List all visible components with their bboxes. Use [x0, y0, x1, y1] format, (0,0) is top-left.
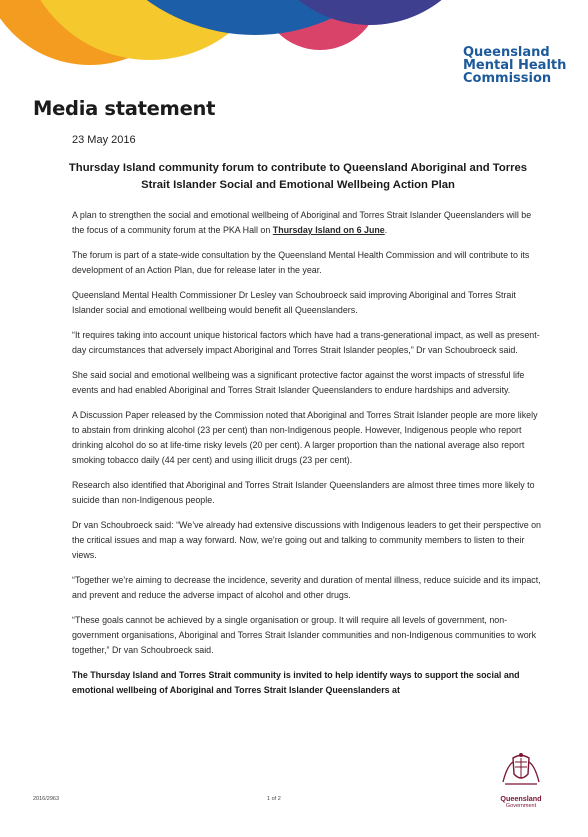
paragraph-3: Queensland Mental Health Commissioner Dr Lesley van Schoubroeck said improving Aboriginal and Torres Strait Islander social and emotional wellbeing would benefit all Queenslanders.: [72, 290, 516, 315]
statement-date: 23 May 2016: [72, 134, 136, 146]
coat-of-arms-icon: [499, 752, 543, 788]
logo-line-3: Commission: [463, 71, 552, 86]
paragraph-2: The forum is part of a state-wide consultation by the Queensland Mental Health Commission and will contribute to its development of an Action Plan, due for release later in the year.: [72, 250, 530, 275]
paragraph-5: She said social and emotional wellbeing was a significant protective factor against the worst impacts of stressful life events and had enabled Aboriginal and Torres Strait Islander Queenslanders to endure hardships and adversity.: [72, 370, 525, 395]
paragraph-4: “It requires taking into account unique historical factors which have had a trans-generational impact, as well as present-day circumstances that adversely impact Aboriginal and Torres Strait Islander peoples,” Dr van Schoubroeck said.: [72, 330, 540, 355]
logo-line-2: Mental Health: [463, 58, 567, 73]
paragraph-11: The Thursday Island and Torres Strait community is invited to help identify ways to support the social and emotional wellbeing of Aboriginal and Torres Strait Islander Queenslanders at: [72, 670, 520, 695]
event-date-emphasis: Thursday Island on 6 June: [272, 225, 385, 235]
paragraph-6: A Discussion Paper released by the Commission noted that Aboriginal and Torres Strait Islander people are more likely to abstain from drinking alcohol (23 per cent) than non-Indigenous people. However, Indigenous people who report drinking alcohol do so at life-time risky levels (20 per cent). A larger proportion than the national average also report smoking tobacco daily (44 per cent) and using illicit drugs (23 per cent).: [72, 410, 538, 465]
statement-title: Thursday Island community forum to contribute to Queensland Aboriginal and Torres Strait Islander Social and Emotional Wellbeing Action Plan: [68, 162, 528, 191]
paragraph-9: “Together we’re aiming to decrease the incidence, severity and duration of mental illness, reduce suicide and its impact, and prevent and reduce the adverse impact of alcohol and other drugs.: [72, 575, 541, 600]
page-number: 1 of 2: [267, 796, 281, 802]
paragraph-8: Dr van Schoubroeck said: “We’ve already had extensive discussions with Indigenous leaders to get their perspective on the critical issues and map a way forward. Now, we’re going out and talking to community members to listen to their views.: [72, 520, 541, 560]
logo-line-1: Queensland: [463, 45, 550, 60]
document-reference: 2016/2963: [33, 796, 59, 802]
paragraph-10: “These goals cannot be achieved by a single organisation or group. It will require all levels of government, non-government organisations, Aboriginal and Torres Strait Islander communities and non-Indigenous communities to work together,” Dr van Schoubroeck said.: [72, 615, 537, 655]
page-heading: Media statement: [33, 97, 216, 120]
gov-line-1: Queensland: [500, 794, 542, 803]
commission-logo: [463, 46, 566, 85]
statement-body: [72, 208, 542, 708]
paragraph-7: Research also identified that Aboriginal and Torres Strait Islander Queenslanders are almost three times more likely to suicide than non-Indigenous people.: [72, 480, 535, 505]
paragraph-1: [72, 208, 542, 238]
p1-text-before: A plan to strengthen the social and emotional wellbeing of Aboriginal and Torres Strait Islander Queenslanders will be the focus of a community forum at the PKA Hall on: [72, 210, 532, 235]
gov-line-2: Government: [505, 803, 537, 809]
p1-text-after: .: [384, 225, 388, 235]
queensland-government-logo: [497, 752, 545, 809]
